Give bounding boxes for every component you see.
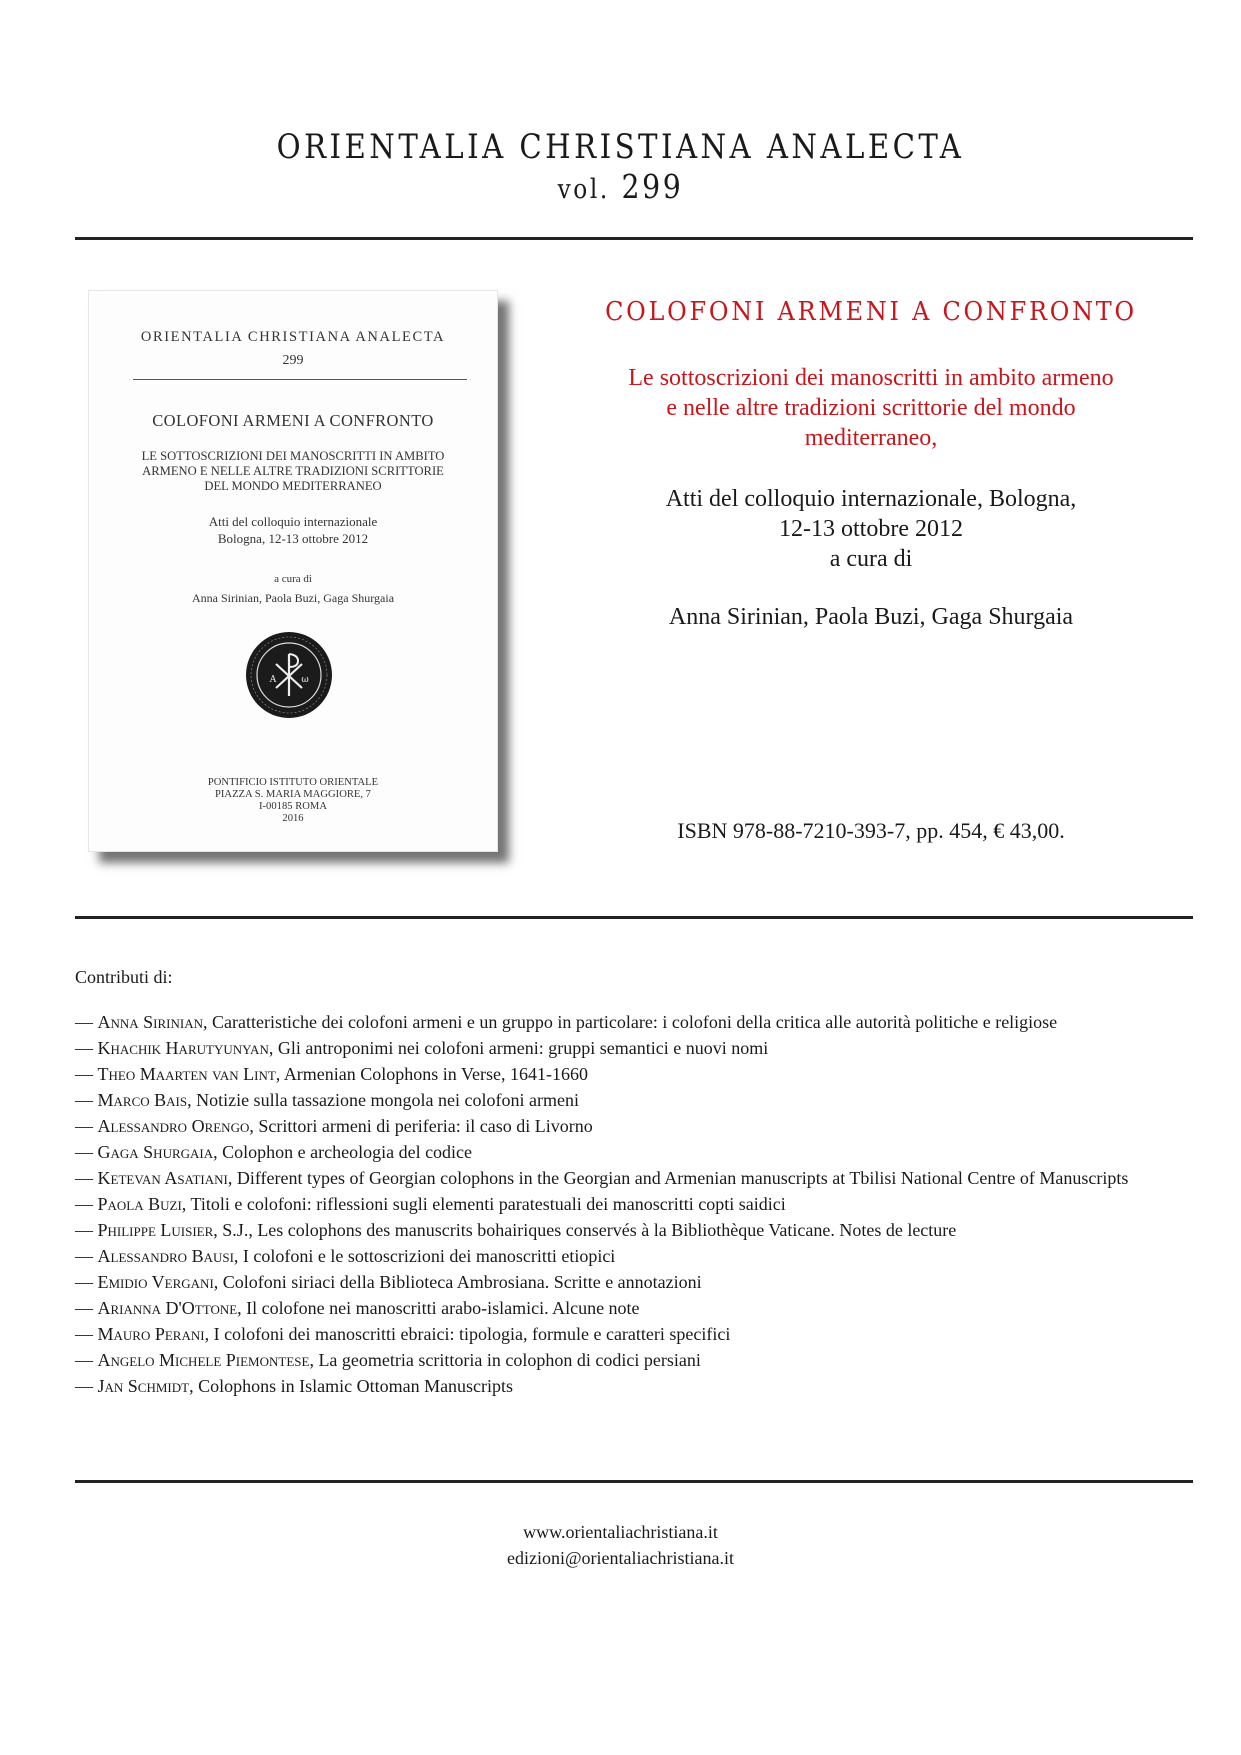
contribution-author: Arianna D'Ottone	[97, 1298, 238, 1318]
contribution-item	[75, 1090, 1185, 1111]
contribution-item	[75, 1194, 1185, 1215]
book-subtitle-line: Le sottoscrizioni dei manoscritti in ambito armeno	[628, 365, 1114, 391]
contribution-dash: —	[75, 1168, 93, 1188]
contribution-dash: —	[75, 1038, 93, 1058]
contribution-title: Armenian Colophons in Verse, 1641-1660	[283, 1064, 588, 1084]
book-subtitle-line: e nelle altre tradizioni scrittorie del mondo	[666, 395, 1076, 421]
contribution-title: Different types of Georgian colophons in the Georgian and Armenian manuscripts at Tbilisi National Centre of Manuscripts	[236, 1168, 1129, 1188]
contribution-author: Khachik Harutyunyan	[97, 1038, 269, 1058]
contribution-item	[75, 1298, 1185, 1319]
contribution-item	[75, 1142, 1185, 1163]
cover-subtitle-line: ARMENO E NELLE ALTRE TRADIZIONI SCRITTORIE	[142, 464, 444, 478]
volume-value: 299	[621, 167, 684, 206]
contribution-author: Theo Maarten van Lint	[97, 1064, 276, 1084]
website-link[interactable]: www.orientaliachristiana.it	[523, 1522, 718, 1542]
contribution-author: Angelo Michele Piemontese	[97, 1350, 310, 1370]
contribution-item	[75, 1116, 1185, 1137]
book-cover-image	[88, 290, 498, 852]
contribution-separator: ,	[213, 1142, 223, 1162]
contribution-separator: ,	[187, 1090, 197, 1110]
contribution-item	[75, 1376, 1185, 1397]
cover-cura: a cura di	[274, 573, 312, 585]
cover-subtitle-line: DEL MONDO MEDITERRANEO	[204, 479, 382, 493]
bottom-divider	[75, 1480, 1193, 1483]
book-subtitle-line: mediterraneo,	[804, 425, 938, 451]
contribution-dash: —	[75, 1220, 93, 1240]
contribution-title: La geometria scrittoria in colophon di codici persiani	[318, 1350, 701, 1370]
contribution-title: S.J., Les colophons des manuscrits bohairiques conservés à la Bibliothèque Vaticane. Notes de lecture	[222, 1220, 957, 1240]
cover-number: 299	[282, 353, 304, 368]
contribution-separator: ,	[309, 1350, 319, 1370]
contribution-author: Marco Bais	[97, 1090, 188, 1110]
middle-divider	[75, 916, 1193, 919]
contribution-dash: —	[75, 1142, 93, 1162]
contribution-separator: ,	[227, 1168, 237, 1188]
contribution-separator: ,	[189, 1376, 199, 1396]
book-atti	[555, 484, 1187, 574]
contribution-dash: —	[75, 1194, 93, 1214]
cover-subtitle	[133, 449, 453, 494]
contribution-dash: —	[75, 1246, 93, 1266]
cover-atti-line: Atti del colloquio internazionale	[208, 514, 378, 529]
volume-number	[87, 168, 1154, 209]
contribution-dash: —	[75, 1272, 93, 1292]
contribution-item	[75, 1220, 1185, 1241]
cover-publisher-line: I-00185 ROMA	[259, 801, 327, 812]
contribution-separator: ,	[203, 1012, 212, 1032]
cover-publisher	[89, 777, 497, 825]
cover-publisher-line: PONTIFICIO ISTITUTO ORIENTALE	[207, 777, 379, 788]
book-atti-line: Atti del colloquio internazionale, Bologna,	[665, 486, 1077, 512]
book-isbn: ISBN 978-88-7210-393-7, pp. 454, € 43,00.	[677, 818, 1065, 843]
contribution-author: Jan Schmidt	[97, 1376, 190, 1396]
contribution-author: Mauro Perani	[97, 1324, 205, 1344]
contribution-dash: —	[75, 1298, 93, 1318]
contribution-item	[75, 1064, 1185, 1085]
contribution-title: Colofoni siriaci della Biblioteca Ambrosiana. Scritte e annotazioni	[222, 1272, 702, 1292]
contribution-title: Gli antroponimi nei colofoni armeni: gruppi semantici e nuovi nomi	[277, 1038, 769, 1058]
contribution-author: Anna Sirinian	[97, 1012, 203, 1032]
email-link[interactable]: edizioni@orientaliachristiana.it	[507, 1548, 734, 1568]
contribution-author: Alessandro Bausi	[97, 1246, 234, 1266]
contributions-list	[75, 1012, 1185, 1402]
contribution-separator: ,	[233, 1246, 243, 1266]
series-title: ORIENTALIA CHRISTIANA ANALECTA	[276, 127, 965, 167]
contribution-author: Emidio Vergani	[97, 1272, 214, 1292]
cover-atti	[89, 513, 497, 547]
contribution-item	[75, 1168, 1185, 1189]
cover-subtitle-line: LE SOTTOSCRIZIONI DEI MANOSCRITTI IN AMBITO	[141, 449, 445, 463]
cover-publisher-line: PIAZZA S. MARIA MAGGIORE, 7	[215, 789, 371, 800]
contribution-title: I colofoni e le sottoscrizioni dei manoscritti etiopici	[242, 1246, 616, 1266]
contribution-title: Notizie sulla tassazione mongola nei colofoni armeni	[196, 1090, 579, 1110]
contribution-separator: ,	[213, 1220, 223, 1240]
contribution-dash: —	[75, 1012, 93, 1032]
contribution-dash: —	[75, 1376, 93, 1396]
footer	[0, 1519, 1241, 1571]
cover-editors: Anna Sirinian, Paola Buzi, Gaga Shurgaia	[191, 591, 395, 605]
contribution-title: Caratteristiche dei colofoni armeni e un gruppo in particolare: i colofoni della critica alle autorità politiche e religiose	[212, 1012, 1058, 1032]
book-editors: Anna Sirinian, Paola Buzi, Gaga Shurgaia	[668, 604, 1074, 630]
svg-text:A: A	[269, 675, 277, 685]
contribution-dash: —	[75, 1324, 93, 1344]
contribution-author: Gaga Shurgaia	[97, 1142, 214, 1162]
contribution-dash: —	[75, 1090, 93, 1110]
contribution-item	[75, 1350, 1185, 1371]
contribution-title: Scrittori armeni di periferia: il caso di Livorno	[258, 1116, 593, 1136]
contribution-separator: ,	[204, 1324, 214, 1344]
cover-publisher-line: 2016	[282, 813, 304, 824]
cover-atti-line: Bologna, 12-13 ottobre 2012	[217, 531, 369, 546]
contribution-title: Colophon e archeologia del codice	[222, 1142, 473, 1162]
contribution-title: Il colofone nei manoscritti arabo-islamici. Alcune note	[246, 1298, 640, 1318]
contribution-item	[75, 1246, 1185, 1267]
volume-prefix: vol.	[557, 174, 610, 205]
contributions-label: Contributi di:	[75, 967, 173, 987]
book-atti-line: a cura di	[829, 546, 913, 572]
chi-rho-seal-icon	[244, 630, 334, 720]
contribution-author: Paola Buzi	[97, 1194, 182, 1214]
contribution-author: Alessandro Orengo	[97, 1116, 250, 1136]
contribution-item	[75, 1272, 1185, 1293]
book-subtitle	[555, 363, 1187, 453]
contribution-separator: ,	[268, 1038, 278, 1058]
contribution-separator: ,	[249, 1116, 259, 1136]
contribution-item	[75, 1038, 1185, 1059]
svg-text:ω: ω	[301, 675, 309, 685]
cover-title: COLOFONI ARMENI A CONFRONTO	[152, 411, 434, 430]
contribution-separator: ,	[237, 1298, 247, 1318]
contribution-item	[75, 1012, 1185, 1033]
cover-rule	[133, 379, 467, 380]
contribution-author: Philippe Luisier	[97, 1220, 214, 1240]
contribution-dash: —	[75, 1116, 93, 1136]
contribution-separator: ,	[181, 1194, 191, 1214]
contribution-title: I colofoni dei manoscritti ebraici: tipologia, formule e caratteri specifici	[213, 1324, 731, 1344]
book-title: COLOFONI ARMENI A CONFRONTO	[605, 297, 1137, 327]
contribution-dash: —	[75, 1350, 93, 1370]
contribution-title: Titoli e colofoni: riflessioni sugli elementi paratestuali dei manoscritti copti saidici	[190, 1194, 786, 1214]
contribution-separator: ,	[213, 1272, 223, 1292]
contribution-dash: —	[75, 1064, 93, 1084]
top-divider	[75, 237, 1193, 240]
contribution-item	[75, 1324, 1185, 1345]
contribution-author: Ketevan Asatiani	[97, 1168, 228, 1188]
cover-series: ORIENTALIA CHRISTIANA ANALECTA	[140, 329, 446, 345]
book-atti-line: 12-13 ottobre 2012	[779, 516, 963, 542]
contribution-separator: ,	[275, 1064, 284, 1084]
contribution-title: Colophons in Islamic Ottoman Manuscripts	[198, 1376, 514, 1396]
